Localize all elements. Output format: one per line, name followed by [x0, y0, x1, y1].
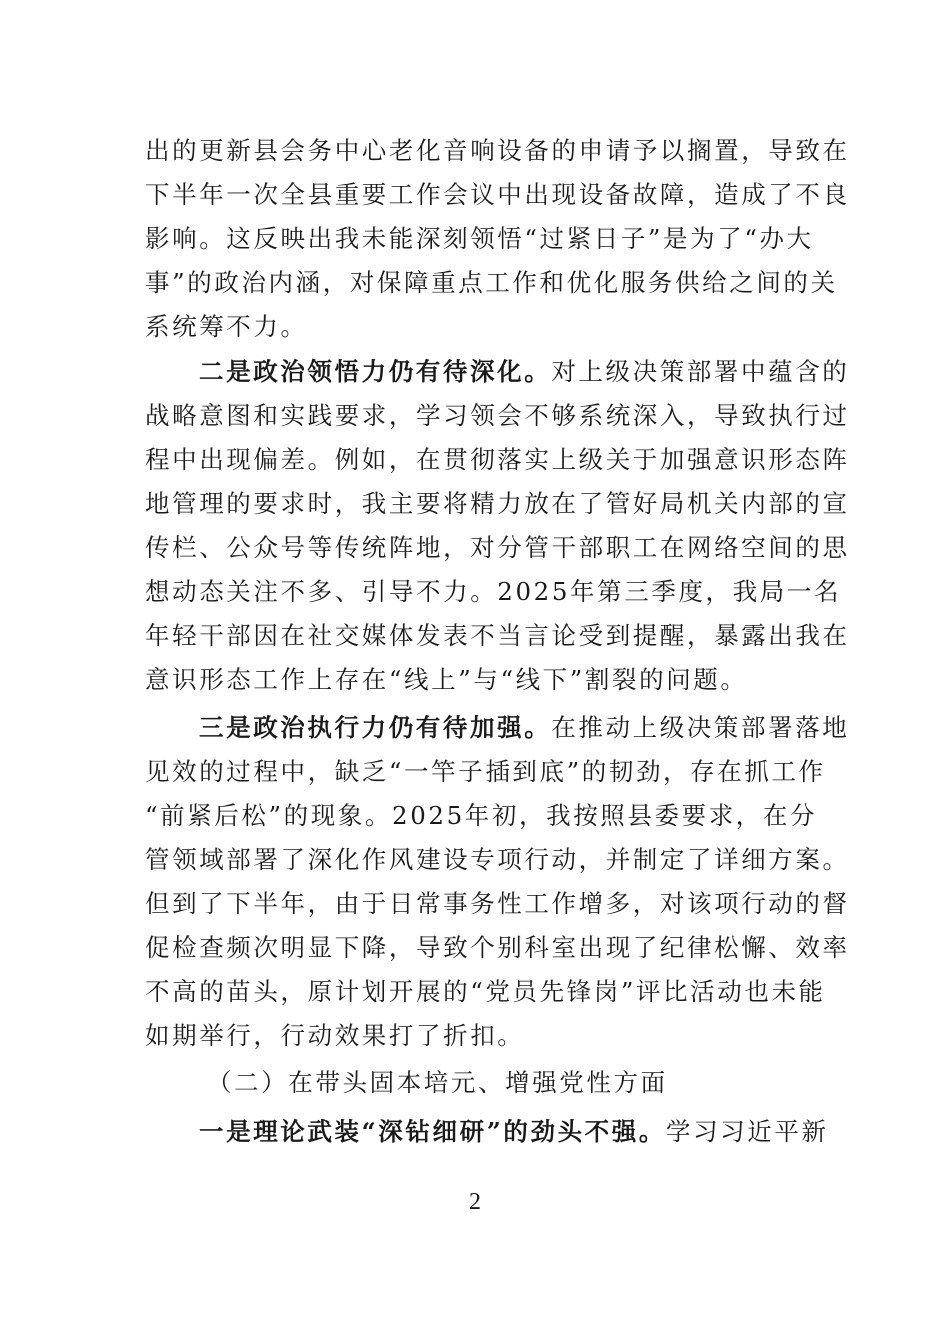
paragraph-opening: [199, 350, 849, 394]
text-line: 意识形态工作上存在“线上”与“线下”割裂的问题。: [145, 665, 748, 694]
text-line: 事”的政治内涵，对保障重点工作和优化服务供给之间的关: [145, 268, 838, 297]
paragraph-heading: 一是理论武装“深钻细研”的劲头不强。: [199, 1117, 666, 1146]
page-number: 2: [469, 1189, 481, 1215]
text-line: 如期举行，行动效果打了折扣。: [145, 1021, 525, 1050]
paragraph-text: 对上级决策部署中蕴含的: [551, 357, 850, 386]
section-heading: （二）在带头固本培元、增强党性方面: [207, 1068, 668, 1097]
text-line: 但到了下半年，由于日常事务性工作增多，对该项行动的督: [145, 889, 850, 918]
text-line: “前紧后松”的现象。2025年初，我按照县委要求，在分: [145, 801, 818, 830]
text-line: 地管理的要求时，我主要将精力放在了管好局机关内部的宣: [145, 489, 850, 518]
text-line: 想动态关注不多、引导不力。2025年第三季度，我局一名: [145, 577, 842, 606]
paragraph-opening: [199, 1110, 829, 1154]
paragraph-heading: 二是政治领悟力仍有待深化。: [199, 357, 552, 386]
paragraph-heading: 三是政治执行力仍有待加强。: [199, 713, 552, 742]
text-line: 传栏、公众号等传统阵地，对分管干部职工在网络空间的思: [145, 533, 850, 562]
paragraph-text: 在推动上级决策部署落地: [551, 713, 850, 742]
text-line: 影响。这反映出我未能深刻领悟“过紧日子”是为了“办大: [145, 224, 814, 253]
text-line: 促检查频次明显下降，导致个别科室出现了纪律松懈、效率: [145, 933, 850, 962]
paragraph-text: 学习习近平新: [665, 1117, 829, 1146]
text-line: 管领域部署了深化作风建设专项行动，并制定了详细方案。: [145, 845, 850, 874]
text-line: 不高的苗头，原计划开展的“党员先锋岗”评比活动也未能: [145, 977, 826, 1006]
text-line: 见效的过程中，缺乏“一竿子插到底”的韧劲，存在抓工作: [145, 757, 826, 786]
text-line: 程中出现偏差。例如，在贯彻落实上级关于加强意识形态阵: [145, 445, 850, 474]
text-line: 系统筹不力。: [145, 312, 308, 341]
text-line: 战略意图和实践要求，学习领会不够系统深入，导致执行过: [145, 401, 850, 430]
text-line: 年轻干部因在社交媒体发表不当言论受到提醒，暴露出我在: [145, 621, 850, 650]
text-line: 下半年一次全县重要工作会议中出现设备故障，造成了不良: [145, 180, 850, 209]
text-line: 出的更新县会务中心老化音响设备的申请予以搁置，导致在: [145, 136, 850, 165]
paragraph-opening: [199, 706, 849, 750]
